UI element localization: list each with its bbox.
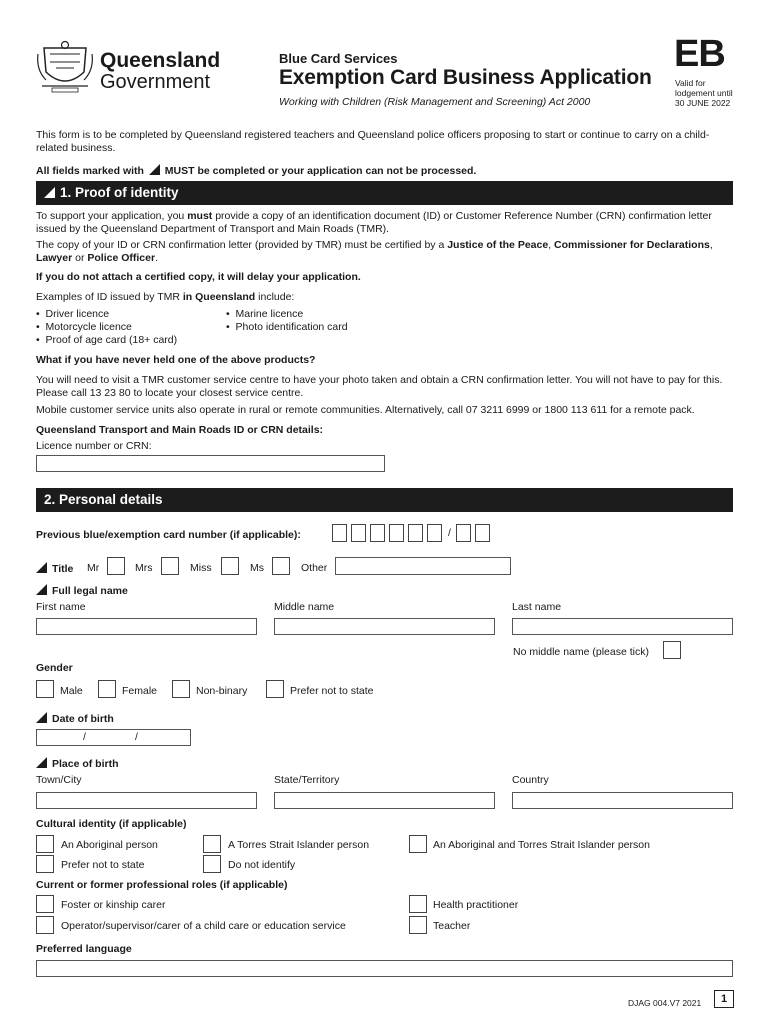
title-ms-label: Ms (250, 562, 264, 574)
list-item: • Proof of age card (18+ card) (36, 334, 178, 346)
role-health-checkbox[interactable] (409, 895, 427, 913)
title-label: Title (36, 562, 73, 576)
prev-card-digit[interactable] (389, 524, 404, 542)
list-item: • Driver licence (36, 308, 110, 320)
govt-name-line2: Government (100, 71, 211, 93)
card-separator: / (448, 527, 451, 539)
role-teacher-checkbox[interactable] (409, 916, 427, 934)
id-examples-heading: Examples of ID issued by TMR in Queensland include: (36, 291, 295, 303)
town-input[interactable] (36, 792, 257, 809)
list-item: • Marine licence (226, 308, 304, 320)
page-number: 1 (714, 990, 734, 1008)
certification-warning: If you do not attach a certified copy, it will delay your application. (36, 271, 361, 283)
tmr-details-heading: Queensland Transport and Main Roads ID or CRN details: (36, 424, 324, 436)
prev-card-digit[interactable] (427, 524, 442, 542)
state-label: State/Territory (274, 774, 340, 786)
gender-nonbinary-checkbox[interactable] (172, 680, 190, 698)
role-childcare-checkbox[interactable] (36, 916, 54, 934)
title-mr-checkbox[interactable] (107, 557, 125, 575)
mandatory-marker-icon (149, 164, 160, 175)
gender-label: Gender (36, 662, 73, 674)
gender-nonbinary-label: Non-binary (196, 685, 248, 697)
page-title: Exemption Card Business Application (279, 66, 652, 89)
language-label: Preferred language (36, 943, 132, 955)
role-foster-label: Foster or kinship carer (61, 899, 166, 911)
title-other-input[interactable] (335, 557, 511, 575)
intro-text: This form is to be completed by Queensland registered teachers and Queensland police officers proposing to start or continue to carry on a child-related business. (36, 129, 710, 154)
middle-name-label: Middle name (274, 601, 335, 613)
act-name: Working with Children (Risk Management and Screening) Act 2000 (279, 96, 591, 108)
last-name-input[interactable] (512, 618, 733, 635)
mandatory-marker-icon (36, 712, 47, 723)
country-label: Country (512, 774, 549, 786)
mandatory-marker-icon (36, 562, 47, 573)
roles-heading: Current or former professional roles (if applicable) (36, 879, 288, 891)
list-item: • Photo identification card (226, 321, 348, 333)
dob-label: Date of birth (36, 712, 114, 726)
mandatory-note: All fields marked with MUST be completed or your application can not be processed. (36, 165, 477, 177)
prev-card-label: Previous blue/exemption card number (if applicable): (36, 529, 301, 541)
dob-separator: / (83, 731, 86, 743)
mandatory-marker-icon (36, 584, 47, 595)
no-middle-name-checkbox[interactable] (663, 641, 681, 659)
cultural-prefer-not-checkbox[interactable] (36, 855, 54, 873)
form-version: DJAG 004.V7 2021 (628, 998, 702, 1008)
gender-female-checkbox[interactable] (98, 680, 116, 698)
pob-heading: Place of birth (36, 757, 119, 771)
section2-heading: 2. Personal details (36, 488, 733, 512)
prev-card-digit[interactable] (370, 524, 385, 542)
never-held-answer: You will need to visit a TMR customer service centre to have your photo taken and obtain a CRN confirmation letter. You will not have to pay for this. Please call 13 23 80 to locate your closest service centre. (36, 374, 723, 399)
legal-name-heading: Full legal name (36, 584, 128, 598)
cultural-both-checkbox[interactable] (409, 835, 427, 853)
cultural-aboriginal-checkbox[interactable] (36, 835, 54, 853)
title-mrs-checkbox[interactable] (161, 557, 179, 575)
govt-name-line1: Queensland (100, 49, 221, 72)
role-teacher-label: Teacher (433, 920, 471, 932)
cultural-aboriginal-label: An Aboriginal person (61, 839, 158, 851)
id-list-col2 (226, 308, 348, 334)
gender-male-checkbox[interactable] (36, 680, 54, 698)
first-name-input[interactable] (36, 618, 257, 635)
gender-prefer-not-label: Prefer not to state (290, 685, 374, 697)
last-name-label: Last name (512, 601, 562, 613)
cultural-tsi-checkbox[interactable] (203, 835, 221, 853)
id-requirement-text: To support your application, you must provide a copy of an identification document (ID) or Customer Reference Number (CRN) confirmation letter issued by the Queensland Department of Transport and Main Roads (TMR). (36, 210, 712, 235)
dob-input[interactable] (36, 729, 191, 746)
service-name: Blue Card Services (279, 51, 398, 66)
title-miss-label: Miss (190, 562, 212, 574)
title-mr-label: Mr (87, 562, 100, 574)
form-code: EB (674, 33, 725, 75)
prev-card-digit[interactable] (456, 524, 471, 542)
dob-separator: / (135, 731, 138, 743)
qld-crest-logo (36, 40, 94, 94)
title-mrs-label: Mrs (135, 562, 153, 574)
validity-note: Valid for lodgement until 30 JUNE 2022 (675, 78, 733, 108)
mobile-units-text: Mobile customer service units also operate in rural or remote communities. Alternatively, call 07 3211 6999 or 1800 113 611 for a remote pack. (36, 404, 695, 416)
section1-heading: 1. Proof of identity (36, 181, 733, 205)
mandatory-marker-icon (44, 187, 55, 198)
licence-input[interactable] (36, 455, 385, 472)
gender-female-label: Female (122, 685, 158, 697)
language-input[interactable] (36, 960, 733, 977)
cultural-prefer-not-label: Prefer not to state (61, 859, 145, 871)
prev-card-digit[interactable] (332, 524, 347, 542)
cultural-do-not-identify-checkbox[interactable] (203, 855, 221, 873)
cultural-heading: Cultural identity (if applicable) (36, 818, 187, 830)
cultural-tsi-label: A Torres Strait Islander person (228, 839, 370, 851)
town-label: Town/City (36, 774, 82, 786)
gender-prefer-not-checkbox[interactable] (266, 680, 284, 698)
state-input[interactable] (274, 792, 495, 809)
title-other-label: Other (301, 562, 328, 574)
list-item: • Motorcycle licence (36, 321, 132, 333)
prev-card-digit[interactable] (408, 524, 423, 542)
role-foster-checkbox[interactable] (36, 895, 54, 913)
gender-male-label: Male (60, 685, 83, 697)
title-miss-checkbox[interactable] (221, 557, 239, 575)
country-input[interactable] (512, 792, 733, 809)
cultural-do-not-identify-label: Do not identify (228, 859, 296, 871)
licence-label: Licence number or CRN: (36, 440, 152, 452)
mandatory-marker-icon (36, 757, 47, 768)
never-held-question: What if you have never held one of the above products? (36, 354, 316, 366)
prev-card-digit[interactable] (475, 524, 490, 542)
middle-name-input[interactable] (274, 618, 495, 635)
no-middle-name-label: No middle name (please tick) (513, 646, 649, 658)
cultural-both-label: An Aboriginal and Torres Strait Islander person (433, 839, 650, 851)
id-list-col1 (36, 308, 177, 347)
certification-text: The copy of your ID or CRN confirmation letter (provided by TMR) must be certified by a Justice of the Peace, Commissioner for Declarations, Lawyer or Police Officer. (36, 239, 713, 264)
prev-card-digit[interactable] (351, 524, 366, 542)
role-health-label: Health practitioner (433, 899, 519, 911)
role-childcare-label: Operator/supervisor/carer of a child care or education service (61, 920, 346, 932)
title-ms-checkbox[interactable] (272, 557, 290, 575)
first-name-label: First name (36, 601, 86, 613)
